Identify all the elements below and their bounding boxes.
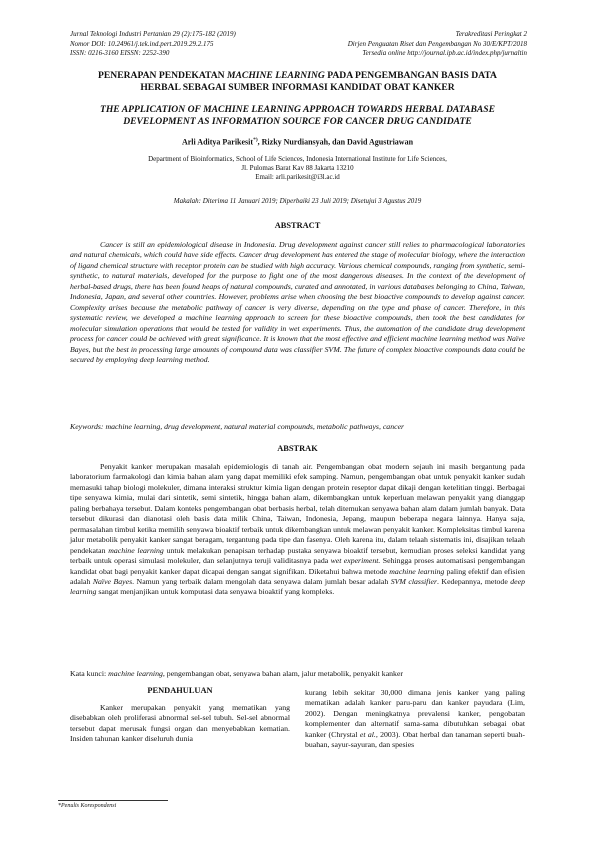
title-indonesian: PENERAPAN PENDEKATAN MACHINE LEARNING PADA PENGEMBANGAN BASIS DATA HERBAL SEBAGAI SUMBER INFORMASI KANDIDAT OBAT KANKER	[98, 70, 497, 93]
abstract-heading: ABSTRACT	[274, 221, 321, 230]
abstrak-heading: ABSTRAK	[277, 444, 318, 453]
journal-issn: ISSN: 0216-3160 EISSN: 2252-390	[70, 49, 170, 58]
keywords-indonesian: Kata kunci: machine learning, pengembangan obat, senyawa bahan alam, jalur metabolik, penyakit kanker	[70, 669, 404, 678]
title-english: THE APPLICATION OF MACHINE LEARNING APPROACH TOWARDS HERBAL DATABASE DEVELOPMENT AS INFORMATION SOURCE FOR CANCER DRUG CANDIDATE	[99, 104, 496, 127]
author-list: Arli Aditya Parikesit*), Rizky Nurdiansyah, dan David Agustriawan	[181, 137, 414, 147]
corresponding-mark: *)	[253, 137, 258, 143]
abstract-indonesian: Penyakit kanker merupakan masalah epidemiologis di tanah air. Pengembangan obat modern sejauh ini masih bergantung pada laboratorium farmakologi dan kimia bahan alam yang dapat memiliki efek samping. Namun, pengembangan obat untuk penyakit kanker sudah memasuki tahap biologi molekuler, dimana interaksi struktur kimia ligan dengan protein reseptor dapat dikaji dengan ketelitian tinggi. Berbagai tipe senyawa kimia, mulai dari sintetik, semi sintetik, hingga bahan alam, dikembangkan untuk keperluan melawan penyakit yang dianggap paling berbahaya tersebut. Dalam konteks pengembangan obat berbasis herbal, telah ditemukan senyawa bahan alam dalam jumlah banyak. Data tersebut dikurasi dan dianotasi oleh basis data milik China, Taiwan, Indonesia, Jepang, maupun beberapa negara lainnya. Hanya saja, permasalahan timbul ketika memilih senyawa bioaktif terbaik untuk dikembangkan untuk melawan penyakit kanker. Kompleksitas timbul karena jalur metabolik penyakit kanker sangat beragam, tergantung pada tipe dan fasenya. Oleh karena itu, dalam telaah sistematis ini, disajikan telaah pendekatan machine learning untuk melakukan penapisan terhadap pustaka senyawa bioaktif tersebut, kemudian proses seleksi kandidat yang terbaik untuk operasi simulasi molekuler, dan selanjutnya teruji validitasnya pada wet experiment. Sehingga proses automatisasi pengembangan kandidat obat bagi penyakit kanker dapat dicapai dengan sangat signifikan. Diketahui bahwa metode machine learning paling efektif dan efisien adalah Naïve Bayes. Namun yang terbaik dalam mengolah data senyawa dalam jumlah besar adalah SVM classifier. Kedepannya, metode deep learning sangat menjanjikan untuk komputasi data senyawa bioaktif yang kompleks.	[70, 462, 525, 597]
journal-url[interactable]: Tersedia online http://journal.ipb.ac.id/index.php/jurnaltin	[362, 49, 527, 58]
footnote-rule	[58, 800, 168, 801]
journal-header-right	[348, 30, 527, 59]
journal-citation: Jurnal Teknologi Industri Pertanian 29 (2):175-182 (2019)	[70, 30, 236, 38]
journal-header-left	[70, 30, 236, 59]
corresponding-author-footnote: *Penulis Korespondensi	[58, 803, 117, 809]
affiliation-address: Jl. Pulomas Barat Kav 88 Jakarta 13210	[241, 164, 354, 172]
manuscript-history: Makalah: Diterima 11 Januari 2019; Diperbaiki 23 Juli 2019; Disetujui 3 Agustus 2019	[173, 197, 422, 205]
section-heading-pendahuluan: PENDAHULUAN	[147, 686, 213, 695]
affiliation	[60, 155, 535, 182]
journal-doi: Nomor DOI: 10.24961/j.tek.ind.pert.2019.29.2.175	[70, 39, 214, 48]
intro-column-left: Kanker merupakan penyakit yang mematikan yang disebabkan oleh proliferasi abnormal sel-sel tubuh. Sel-sel abnormal tersebut dapat merusak fungsi organ dan menyebabkan kematian. Insiden tahunan kanker diseluruh dunia	[70, 703, 290, 744]
affiliation-email[interactable]: Email: arli.parikesit@i3l.ac.id	[255, 173, 340, 181]
keywords-english: Keywords: machine learning, drug development, natural material compounds, metabolic pathways, cancer	[70, 422, 405, 431]
accreditation-decree: Dirjen Penguatan Riset dan Pengembangan No 30/E/KPT/2018	[347, 39, 527, 48]
affiliation-department: Department of Bioinformatics, School of Life Sciences, Indonesia International Institute for Life Sciences,	[148, 155, 447, 163]
abstract-english: Cancer is still an epidemiological disease in Indonesia. Drug development against cancer still relies to pharmacological laboratories and natural chemicals, which could have side effects. Cancer drug development has entered the stage of molecular biology, where the interaction of ligand chemical structure with receptor protein can be studied with high accuracy. Various chemical compounds, ranging from synthetic, semi-synthetic, to natural materials, developed for the purpose to fight one of the most dangerous diseases. In the context of the development of herbal-based drugs, there has been found heaps of natural compounds, curated and annotated, in various databases belonging to China, Taiwan, Indonesia, Japan, and several other countries. However, problems arise when choosing the best bioactive compounds to develop against cancer. Complexity arises because the metabolic pathway of cancer is very diverse, depending on the type and phase of cancer. Therefore, in this systematic review, we developed a machine learning approach to screen for these bioactive compounds, then took the best candidates for molecular simulation operations that would be tested for validity in wet experiments. Thus, the automation of the candidate drug development process for cancer could be achieved with great significance. It is known that the most effective and efficient machine learning method was Naïve Bayes, but the best in processing large amounts of compound data was classifier SVM. The future of complex bioactive compounds data could be secured by employing deep learning method.	[70, 240, 525, 364]
accreditation-rank: Terakreditasi Peringkat 2	[455, 30, 527, 38]
intro-column-right: kurang lebih sekitar 30,000 dimana jenis kanker yang paling mematikan adalah kanker paru-paru dan kanker payudara (Lim, 2002). Dengan meningkatnya prevalensi kanker, pengobatan komplementer dan alternatif sama-sama dibutuhkan sebagai obat kanker (Chrystal et al., 2003). Obat herbal dan tanaman seperti buah-buahan, sayur-sayuran, dan spesies	[305, 688, 525, 750]
